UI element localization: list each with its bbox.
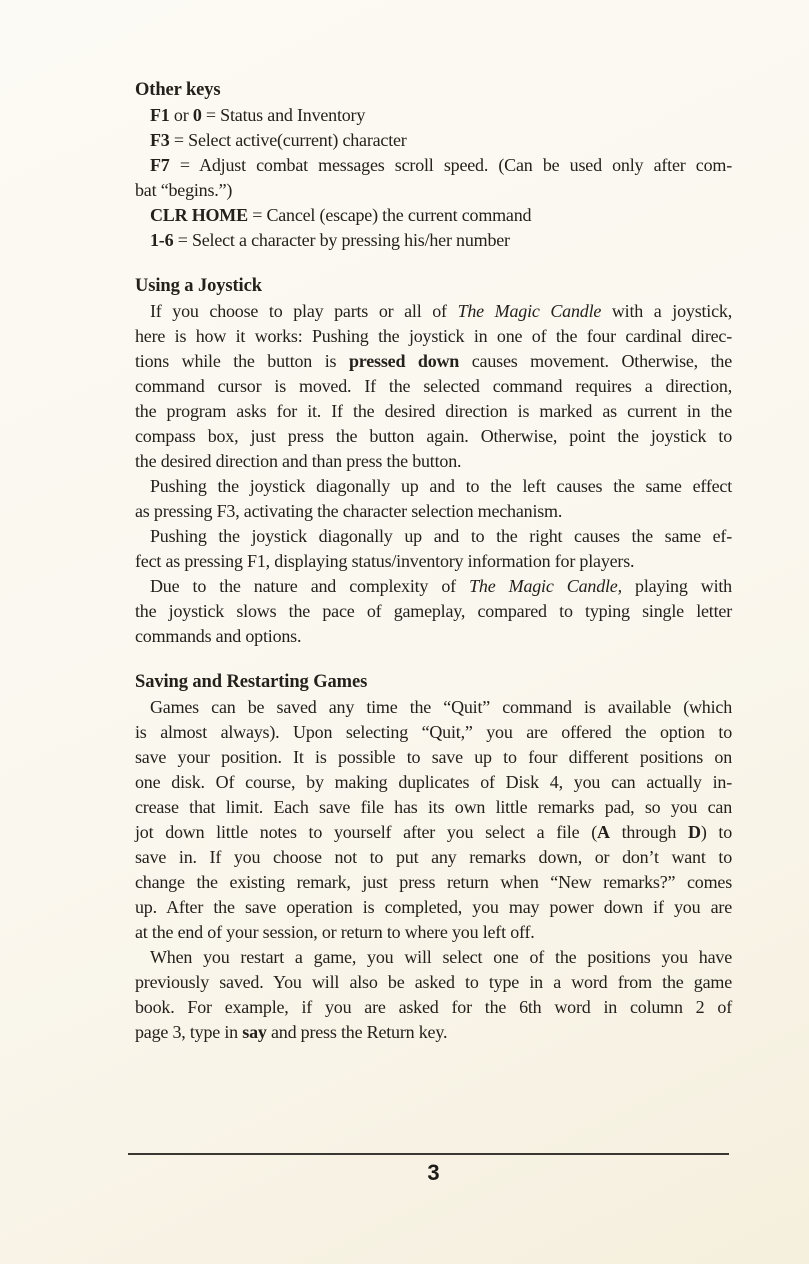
text-run: tions while the button is: [135, 351, 349, 371]
text-run: D: [688, 822, 701, 842]
text-run: The Magic Candle: [457, 301, 602, 321]
text-line: [135, 103, 732, 128]
text-run: = Select a character by pressing his/her number: [173, 230, 510, 250]
text-line: [135, 449, 732, 474]
text-run: Due to the nature and complexity of: [150, 576, 470, 596]
text-line: [135, 399, 732, 424]
text-run: The Magic Candle,: [469, 576, 622, 596]
page-number: 3: [427, 1160, 440, 1185]
text-run: = Adjust combat messages scroll speed. (Can be used only after com-: [169, 155, 732, 175]
paragraph: [135, 228, 732, 253]
text-line: [135, 599, 732, 624]
text-run: fect as pressing F1, displaying status/inventory information for players.: [135, 551, 635, 571]
text-line: [135, 1020, 732, 1045]
text-line: [135, 695, 732, 720]
section-heading: Using a Joystick: [135, 276, 262, 296]
text-line: [135, 574, 732, 599]
text-run: previously saved. You will also be asked to type in a word from the game: [135, 972, 732, 992]
section-other-keys: [135, 78, 732, 253]
text-run: causes movement. Otherwise, the: [459, 351, 733, 371]
text-run: save in. If you choose not to put any remarks down, or don’t want to: [135, 847, 732, 867]
text-line: [135, 374, 732, 399]
text-line: [135, 178, 732, 203]
text-line: [135, 820, 732, 845]
text-line: [135, 128, 732, 153]
footer-rule: [128, 1153, 729, 1155]
text-run: crease that limit. Each save file has its own little remarks pad, so you can: [135, 797, 732, 817]
text-line: [135, 474, 732, 499]
text-line: [135, 499, 732, 524]
text-line: [135, 153, 732, 178]
text-line: [135, 995, 732, 1020]
text-run: save your position. It is possible to save up to four different positions on: [135, 747, 732, 767]
text-run: with a joystick,: [601, 301, 732, 321]
text-run: command cursor is moved. If the selected command requires a direction,: [135, 376, 732, 396]
page-content: [135, 78, 732, 1045]
text-run: playing with: [621, 576, 732, 596]
paragraph: [135, 945, 732, 1045]
text-run: F7: [150, 155, 170, 175]
text-run: Pushing the joystick diagonally up and to the left causes the same effect: [150, 476, 732, 496]
text-run: up. After the save operation is completed, you may power down if you are: [135, 897, 732, 917]
text-run: or: [169, 105, 193, 125]
section-heading: Other keys: [135, 80, 221, 100]
text-run: the desired direction and than press the button.: [135, 451, 462, 471]
section-saving-and-restarting-games: [135, 670, 732, 1045]
text-run: through: [609, 822, 688, 842]
text-run: book. For example, if you are asked for the 6th word in column 2 of: [135, 997, 732, 1017]
text-run: here is how it works: Pushing the joystick in one of the four cardinal direc-: [135, 326, 732, 346]
text-line: [135, 795, 732, 820]
text-line: [135, 845, 732, 870]
text-run: 1-6: [150, 230, 174, 250]
text-line: [135, 745, 732, 770]
text-line: [135, 299, 732, 324]
text-line: [135, 549, 732, 574]
paragraph: [135, 524, 732, 574]
paragraph: [135, 203, 732, 228]
text-line: [135, 870, 732, 895]
text-line: [135, 624, 732, 649]
text-run: compass box, just press the button again. Otherwise, point the joystick to: [135, 426, 732, 446]
text-line: [135, 203, 732, 228]
text-run: at the end of your session, or return to where you left off.: [135, 922, 535, 942]
text-run: change the existing remark, just press return when “New remarks?” comes: [135, 872, 732, 892]
text-run: jot down little notes to yourself after you select a file (: [135, 822, 597, 842]
paragraph: [135, 474, 732, 524]
text-line: [135, 920, 732, 945]
paragraph: [135, 574, 732, 649]
text-line: [135, 228, 732, 253]
text-run: A: [597, 822, 610, 842]
text-run: If you choose to play parts or all of: [150, 301, 458, 321]
text-line: [135, 349, 732, 374]
text-line: [135, 945, 732, 970]
text-run: = Cancel (escape) the current command: [247, 205, 532, 225]
text-line: [135, 524, 732, 549]
text-run: When you restart a game, you will select one of the positions you have: [150, 947, 732, 967]
text-run: page 3, type in: [135, 1022, 243, 1042]
paragraph: [135, 299, 732, 474]
text-line: [135, 895, 732, 920]
section-using-a-joystick: [135, 274, 732, 649]
section-heading: Saving and Restarting Games: [135, 672, 368, 692]
text-line: [135, 324, 732, 349]
text-run: the program asks for it. If the desired direction is marked as current in the: [135, 401, 732, 421]
text-run: one disk. Of course, by making duplicates of Disk 4, you can actually in-: [135, 772, 732, 792]
text-run: CLR HOME: [150, 205, 248, 225]
text-run: is almost always). Upon selecting “Quit,” you are offered the option to: [135, 722, 732, 742]
text-run: bat “begins.”): [135, 180, 233, 200]
text-run: as pressing F3, activating the character selection mechanism.: [135, 501, 563, 521]
paragraph: [135, 695, 732, 945]
text-line: [135, 970, 732, 995]
text-run: = Select active(current) character: [169, 130, 407, 150]
text-line: [135, 770, 732, 795]
text-line: [135, 424, 732, 449]
text-run: the joystick slows the pace of gameplay, compared to typing single letter: [135, 601, 732, 621]
paragraph: [135, 153, 732, 203]
text-run: pressed down: [348, 351, 460, 371]
text-run: commands and options.: [135, 626, 302, 646]
text-run: F1: [150, 105, 170, 125]
text-run: Games can be saved any time the “Quit” command is available (which: [150, 697, 732, 717]
text-run: and press the Return key.: [266, 1022, 448, 1042]
text-run: = Status and Inventory: [201, 105, 366, 125]
text-run: F3: [150, 130, 170, 150]
text-run: say: [242, 1022, 267, 1042]
paragraph: [135, 128, 732, 153]
text-run: ) to: [700, 822, 732, 842]
text-line: [135, 720, 732, 745]
text-run: Pushing the joystick diagonally up and to the right causes the same ef-: [150, 526, 732, 546]
text-run: 0: [192, 105, 202, 125]
paragraph: [135, 103, 732, 128]
